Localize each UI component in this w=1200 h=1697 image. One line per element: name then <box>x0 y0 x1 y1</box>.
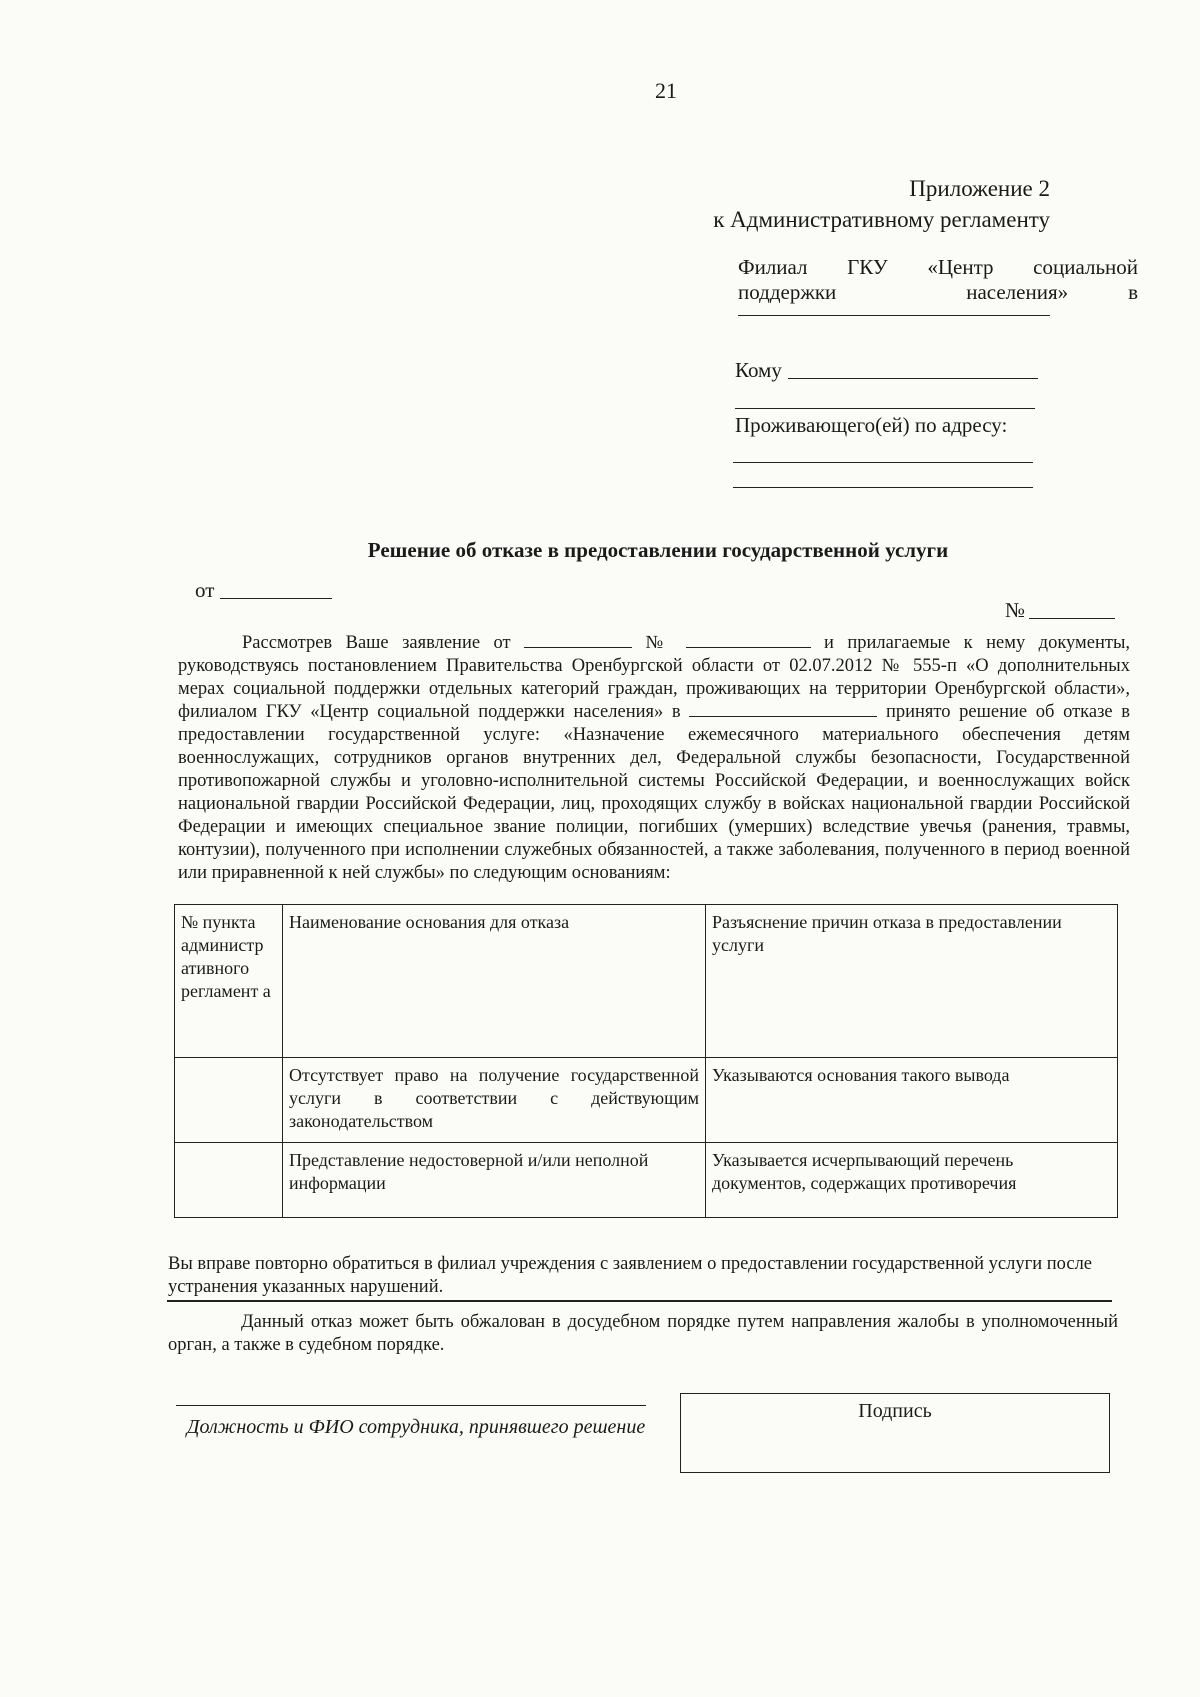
branch-block <box>738 255 1138 316</box>
recipient-field <box>735 358 1038 383</box>
intro-mid: и прилагаемые к нему документы, руководствуясь постановлением Правительства Оренбургской области от 02.07.2012 № 555-п «О дополнительных мерах социальной поддержки отдельных категорий граждан, проживающих на территории Оренбургской области», филиалом ГКУ «Центр социальной поддержки населения» в <box>178 633 1131 722</box>
row-reason: Отсутствует право на получение государственной услуги в соответствии с действующим законодательством <box>283 1058 706 1143</box>
intro-end: принято решение об отказе в предоставлении государственной услуге: «Назначение ежемесячного материального обеспечения детям военнослужащих, сотрудников органов внутренних дел, Федеральной службы безопасности, Государственной противопожарной службы и уголовно-исполнительной системы Российской Федерации, и военнослужащих войск национальной гвардии Российской Федерации, лиц, проходящих службу в войсках национальной гвардии Российской Федерации и имеющих специальное звание полиции, погибших (умерших) вследствие увечья (ранения, травмы, контузии), полученного при исполнении служебных обязанностей, а также заболевания, полученного в период военной или приравненной к ней службы» по следующим основаниям: <box>178 702 1130 883</box>
decision-number-field <box>1005 598 1115 623</box>
decision-body <box>178 632 1130 885</box>
signature-box <box>680 1393 1110 1473</box>
appeal-notice: Данный отказ может быть обжалован в досудебном порядке путем направления жалобы в уполномоченный орган, а также в судебном порядке. <box>168 1312 1118 1355</box>
intro-start: Рассмотрев Ваше заявление от <box>242 633 511 653</box>
branch-word: поддержки <box>738 280 837 304</box>
intro-number-sign: № <box>645 633 673 653</box>
table-header-row <box>175 905 1118 1058</box>
application-date-blank <box>524 646 632 648</box>
signature-fill-line <box>176 1405 646 1406</box>
signature-box-label: Подпись <box>858 1400 932 1422</box>
row-reason: Представление недостоверной и/или неполной информации <box>283 1143 706 1218</box>
repeat-application-notice: Вы вправе повторно обратиться в филиал учреждения с заявлением о предоставлении государственной услуги после устранения указанных нарушений. <box>168 1254 1093 1297</box>
appendix-header <box>713 173 1050 235</box>
row-item-number <box>175 1058 283 1143</box>
decision-paragraph <box>178 632 1130 885</box>
branch-name-blank <box>689 715 877 717</box>
branch-word: в <box>1128 280 1138 304</box>
header-reason: Наименование основания для отказа <box>283 905 706 1058</box>
address-label: Проживающего(ей) по адресу: <box>735 413 1008 437</box>
table-row <box>175 1143 1118 1218</box>
decision-date-field <box>195 578 332 603</box>
recipient-fill-line-2 <box>735 408 1035 409</box>
branch-word: Филиал <box>738 255 808 279</box>
table-row <box>175 1058 1118 1143</box>
branch-word: ГКУ <box>847 255 888 279</box>
branch-word: населения» <box>966 280 1069 304</box>
address-fill-line-2 <box>733 487 1033 488</box>
date-label: от <box>195 578 215 602</box>
row-explanation: Указываются основания такого вывода <box>706 1058 1118 1143</box>
branch-fill-line <box>738 315 1050 316</box>
header-explanation: Разъяснение причин отказа в предоставлении услуги <box>706 905 1118 1058</box>
refusal-reasons-table <box>174 904 1118 1218</box>
number-fill-line <box>1029 618 1115 619</box>
page-number: 21 <box>655 78 677 103</box>
recipient-fill-line <box>788 378 1038 379</box>
date-fill-line <box>220 598 332 599</box>
branch-word: социальной <box>1033 255 1138 279</box>
appendix-subtitle: к Административному регламенту <box>713 207 1050 232</box>
row-item-number <box>175 1143 283 1218</box>
application-number-blank <box>686 646 811 648</box>
branch-word: «Центр <box>927 255 994 279</box>
row-explanation: Указывается исчерпывающий перечень документов, содержащих противоречия <box>706 1143 1118 1218</box>
header-item-number: № пункта администр ативного регламент а <box>175 905 283 1058</box>
recipient-label: Кому <box>735 358 782 382</box>
divider-line <box>167 1300 1112 1302</box>
signature-caption: Должность и ФИО сотрудника, принявшего решение <box>186 1416 646 1438</box>
document-title: Решение об отказе в предоставлении государственной услуги <box>367 538 949 562</box>
appendix-title: Приложение 2 <box>909 176 1050 201</box>
address-fill-line-1 <box>733 462 1033 463</box>
number-label: № <box>1005 598 1026 622</box>
